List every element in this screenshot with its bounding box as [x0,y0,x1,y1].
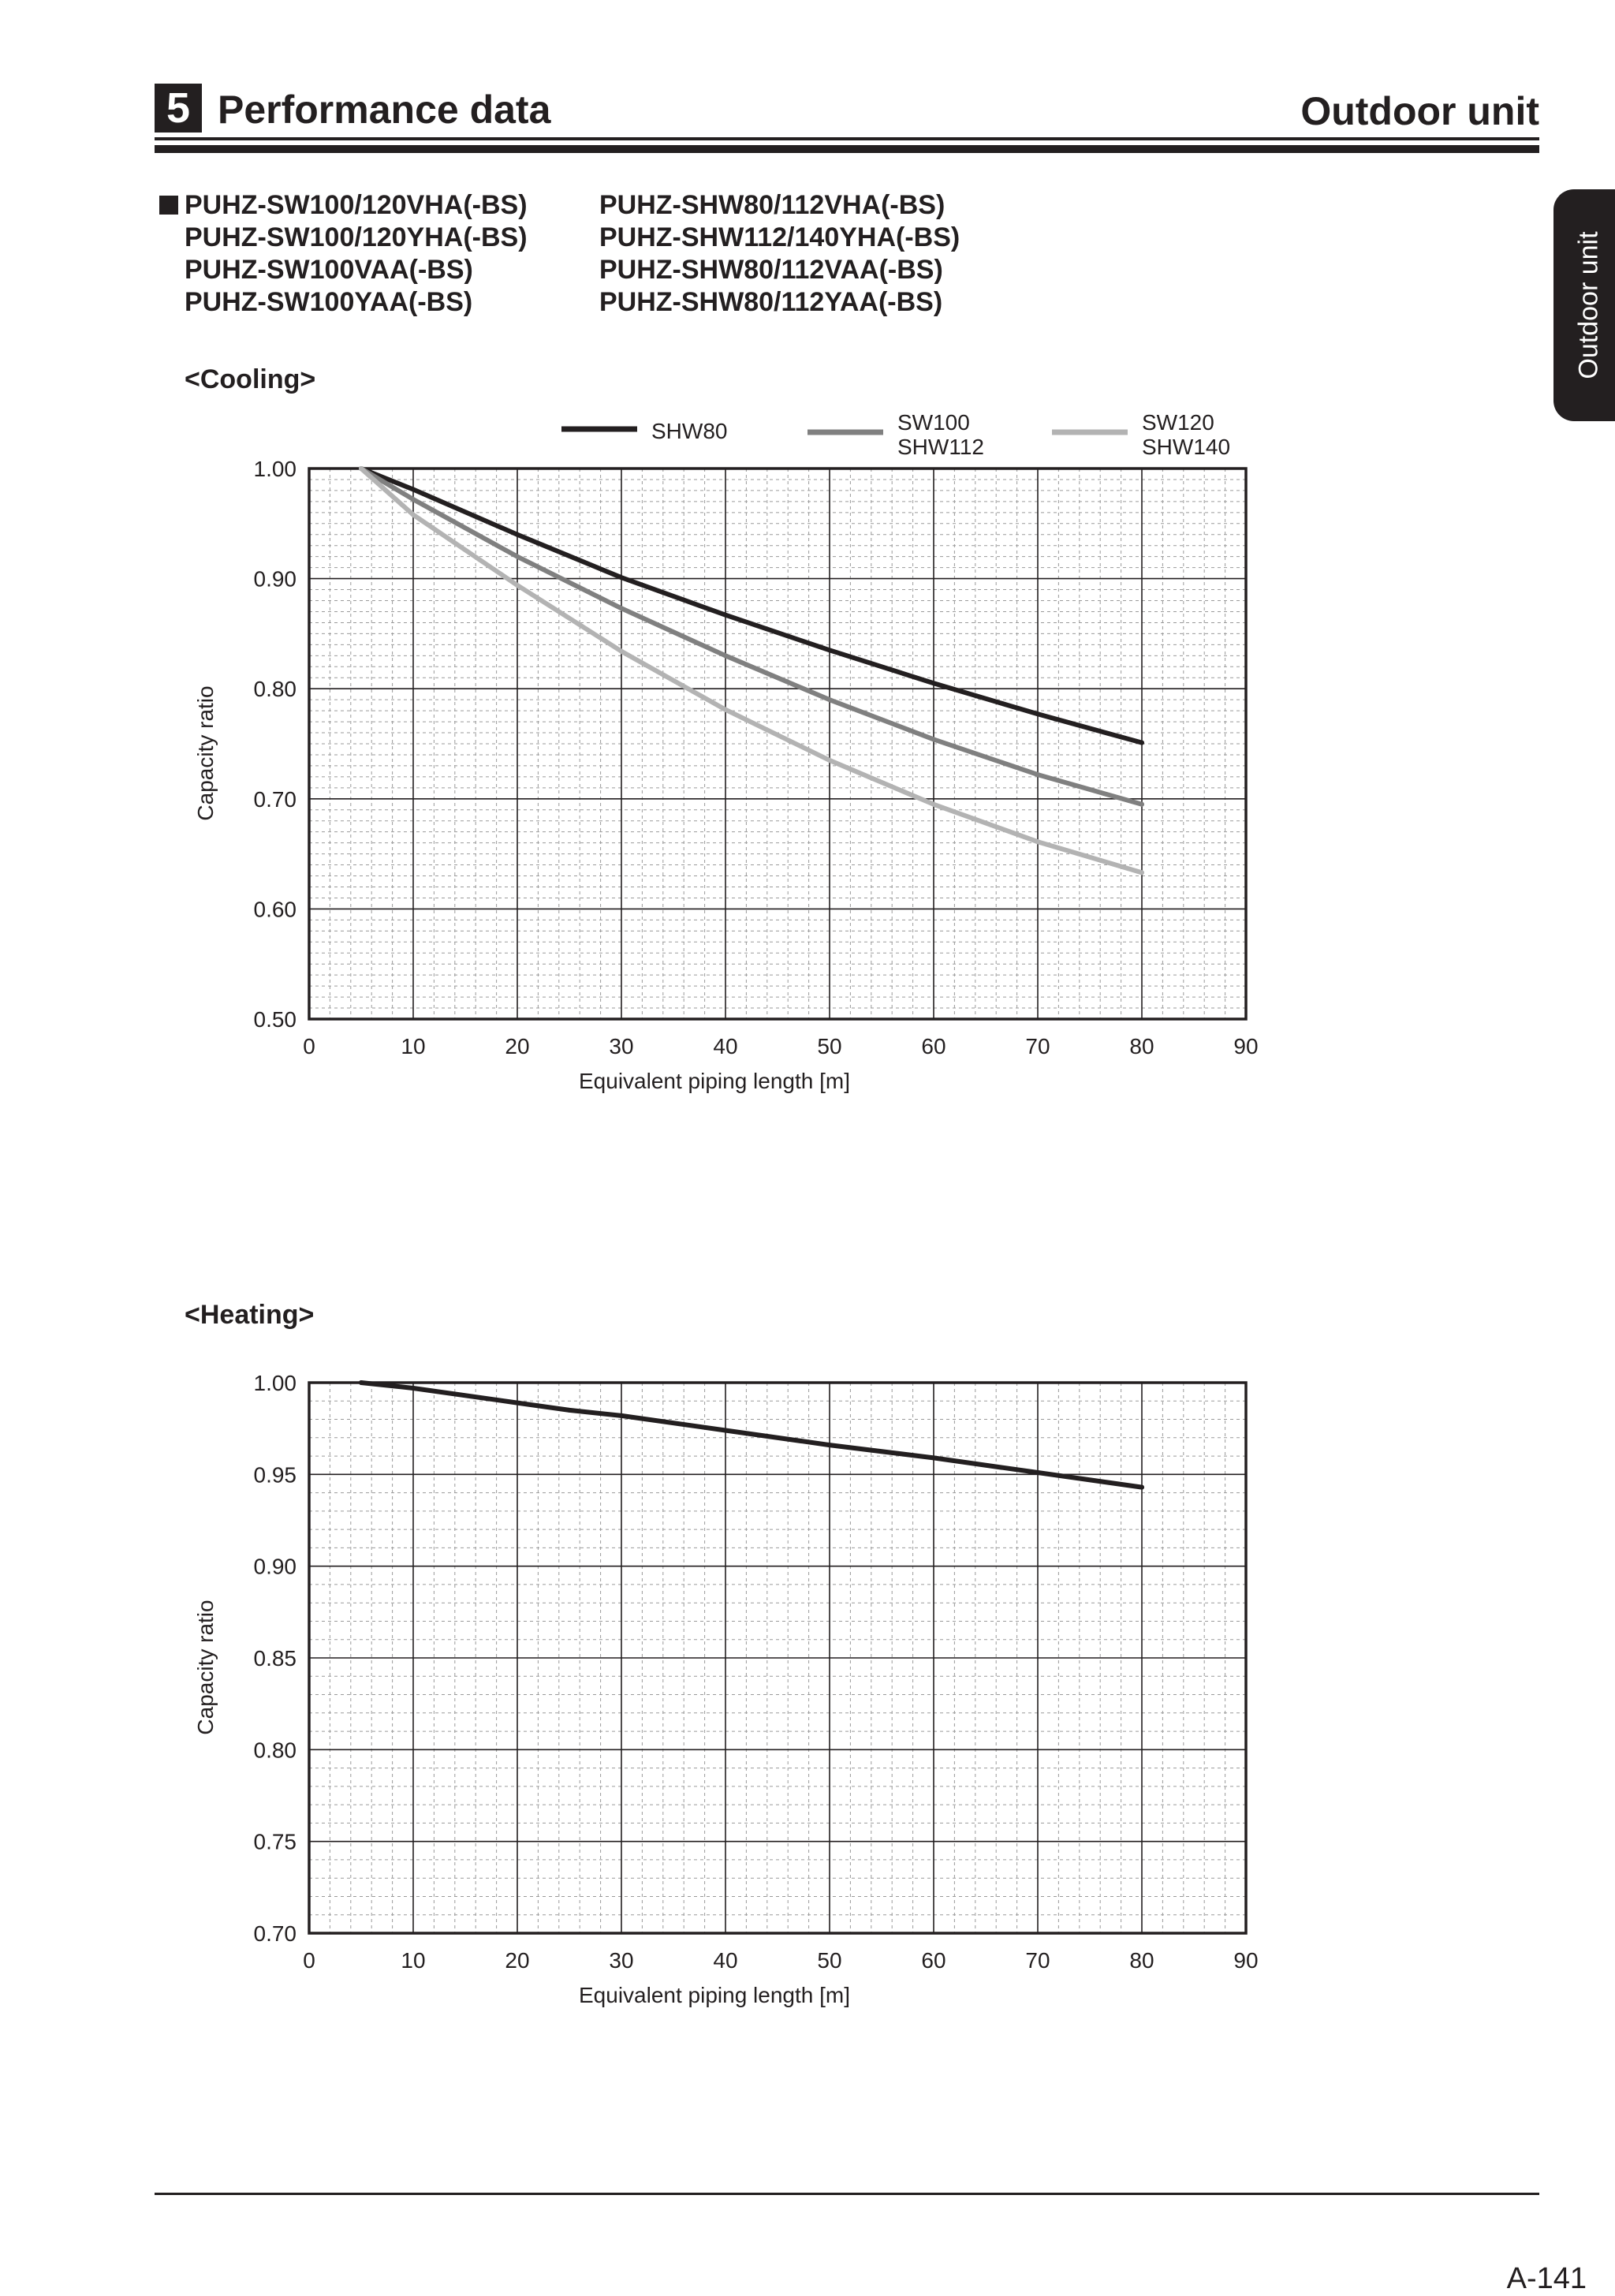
y-tick-label: 0.80 [253,677,297,702]
model-name: PUHZ-SW100/120YHA(-BS) [185,222,528,252]
y-tick-label: 1.00 [253,1371,297,1395]
data-point [931,737,936,741]
data-point [515,583,520,588]
footer-rule [155,2193,1539,2195]
model-name: PUHZ-SHW80/112VAA(-BS) [599,255,943,285]
page-number: A-141 [1506,2262,1587,2295]
data-point [931,802,936,807]
y-tick-label: 0.80 [253,1738,297,1763]
legend-label: SHW80 [651,419,728,443]
y-tick-label: 0.60 [253,897,297,922]
data-point [1139,1485,1144,1490]
data-point [567,1408,572,1413]
data-point [619,649,624,654]
data-point [411,487,416,492]
data-point [1035,772,1040,777]
x-tick-label: 40 [713,1034,738,1058]
x-tick-label: 20 [505,1034,530,1058]
model-name: PUHZ-SHW112/140YHA(-BS) [599,222,960,252]
y-tick-label: 1.00 [253,457,297,481]
y-tick-label: 0.70 [253,786,297,812]
x-tick-label: 50 [817,1034,842,1058]
model-name: PUHZ-SW100YAA(-BS) [185,287,473,317]
series-line [361,1383,1142,1488]
x-tick-label: 60 [921,1034,946,1058]
series-line [361,469,1142,743]
y-tick-label: 0.90 [253,566,297,592]
data-point [515,554,520,559]
data-point [1139,870,1144,875]
data-point [827,758,832,763]
data-point [1139,802,1144,807]
heating-plot [193,1371,1259,2007]
x-tick-label: 0 [303,1034,315,1058]
data-point [619,606,624,610]
model-name: PUHZ-SHW80/112VHA(-BS) [599,190,946,220]
cooling-plot [193,410,1259,1093]
data-point [1139,741,1144,745]
data-point [1035,711,1040,716]
x-tick-label: 10 [401,1948,426,1973]
model-name: PUHZ-SHW80/112YAA(-BS) [599,287,943,317]
legend-label: SW100 [897,410,970,435]
x-tick-label: 20 [505,1948,530,1973]
data-point [515,1401,520,1406]
chapter-title: Outdoor unit [1300,89,1539,133]
model-name: PUHZ-SW100/120VHA(-BS) [185,190,528,220]
model-name: PUHZ-SW100VAA(-BS) [185,255,473,285]
x-tick-label: 40 [713,1948,738,1973]
data-point [619,1413,624,1418]
x-axis-label: Equivalent piping length [m] [579,1069,850,1093]
x-tick-label: 80 [1129,1948,1154,1973]
data-point [359,1380,364,1385]
x-tick-label: 70 [1025,1034,1050,1058]
x-tick-label: 70 [1025,1948,1050,1973]
data-point [515,532,520,537]
data-point [1035,1470,1040,1475]
legend-label: SW120 [1142,410,1214,435]
x-tick-label: 90 [1233,1948,1259,1973]
side-tab-label: Outdoor unit [1573,231,1604,379]
data-point [723,613,728,618]
data-point [411,1386,416,1391]
y-tick-label: 0.90 [253,1554,297,1579]
data-point [827,1443,832,1447]
y-tick-label: 0.70 [253,1921,297,1946]
y-tick-label: 0.85 [253,1646,297,1671]
x-tick-label: 60 [921,1948,946,1973]
series-line [361,469,1142,872]
x-tick-label: 10 [401,1034,426,1058]
y-tick-label: 0.95 [253,1462,297,1488]
x-tick-label: 90 [1233,1034,1259,1058]
data-point [411,497,416,502]
x-tick-label: 30 [609,1034,634,1058]
data-point [723,707,728,712]
data-point [931,1455,936,1460]
y-tick-label: 0.50 [253,1007,297,1032]
cooling-section-label: <Cooling> [185,364,316,394]
data-point [1035,839,1040,844]
section-number-badge: 5 [155,84,202,133]
x-tick-label: 0 [303,1948,315,1973]
x-tick-label: 50 [817,1948,842,1973]
data-point [723,1428,728,1432]
y-tick-label: 0.75 [253,1829,297,1854]
x-tick-label: 80 [1129,1034,1154,1058]
y-axis-label: Capacity ratio [193,1600,218,1735]
x-tick-label: 30 [609,1948,634,1973]
data-point [827,648,832,652]
data-point [359,466,364,471]
data-point [931,681,936,685]
legend-label: SHW140 [1142,435,1231,459]
page-title: Performance data [218,88,551,132]
heating-section-label: <Heating> [185,1300,315,1330]
y-axis-label: Capacity ratio [193,685,218,821]
data-point [619,575,624,580]
x-axis-label: Equivalent piping length [m] [579,1983,850,2007]
data-point [827,697,832,702]
legend-label: SHW112 [897,435,984,459]
data-point [411,513,416,517]
data-point [723,653,728,658]
